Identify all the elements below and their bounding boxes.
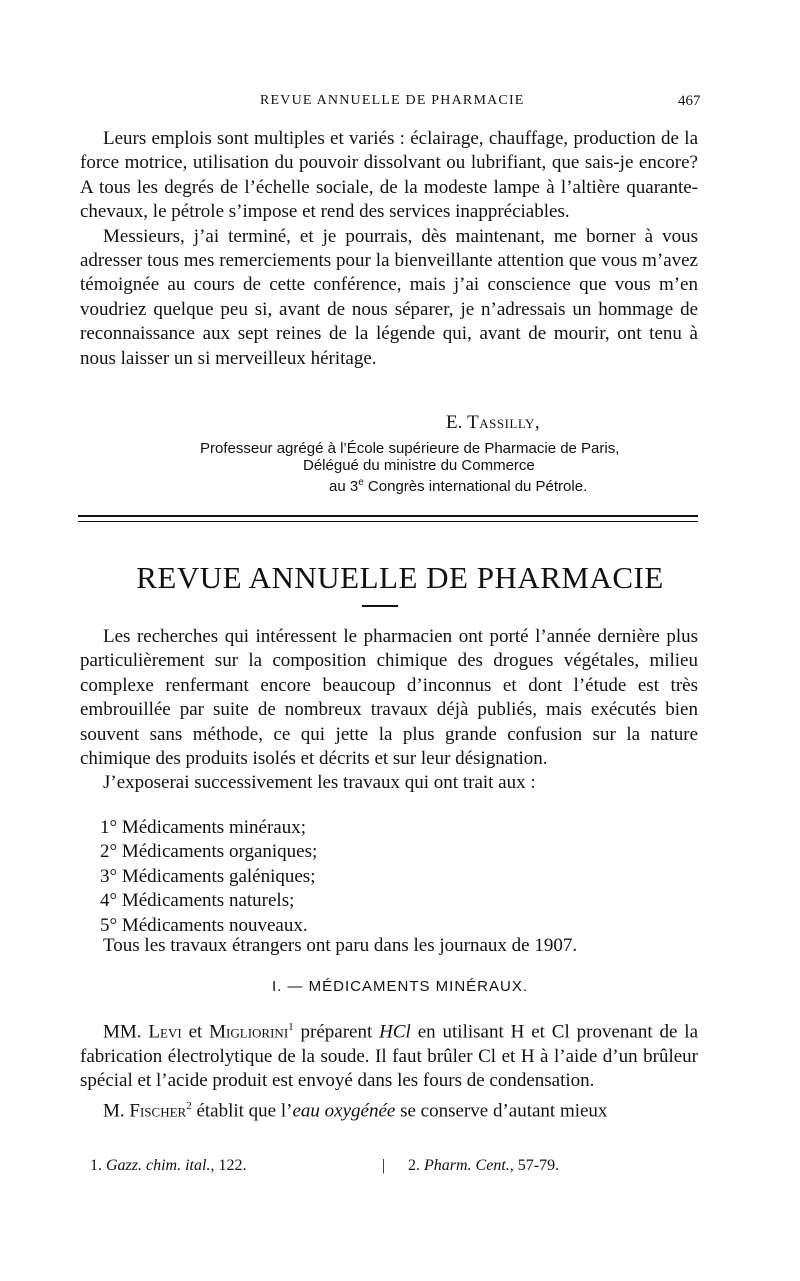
article-title: REVUE ANNUELLE DE PHARMACIE <box>136 560 664 595</box>
topics-list <box>100 816 317 938</box>
section-paragraph-2: M. Fischer$^2$ établit que l’eau oxygénée se conserve d’autant mieux <box>103 1099 608 1121</box>
page-number: 467 <box>678 93 701 109</box>
article-paragraph-2: J’exposerai successivement les travaux qui ont trait aux : <box>103 772 536 794</box>
intro-text <box>80 127 698 371</box>
affiliation-line-3: au 3e Congrès international du Pétrole. <box>329 477 588 495</box>
section-heading: I. — MÉDICAMENTS MINÉRAUX. <box>271 978 529 995</box>
footnote-ref-1: 1 <box>288 1021 294 1033</box>
article-paragraph-3: Tous les travaux étrangers ont paru dans les journaux de 1907. <box>103 935 578 956</box>
author-initial: E. <box>446 412 463 433</box>
list-item: 5° Médicaments nouveaux. <box>100 914 308 936</box>
list-item: 2° Médicaments organiques; <box>100 841 318 863</box>
article-intro-text <box>80 625 698 796</box>
section-text <box>80 1015 698 1123</box>
list-item: 3° Médicaments galéniques; <box>100 865 316 887</box>
author-surname: Tassilly, <box>467 412 541 433</box>
footnote-2: 2. Pharm. Cent., 57-79. <box>408 1157 560 1174</box>
article-paragraph-1: Les recherches qui intéressent le pharmacien ont porté l’année dernière plus particulièrement sur la composition chimique des drogues végétales, milieu complexe renfermant encore beaucoup d’inconnus et dont l’étude est très embrouillée par suite de nombreux travaux déjà publiés, mais exécutés bien souvent sans méthode, ce qui jette la plus grande confusion sur la nature chimique des produits isolés et décrits et sur leur désignation. <box>80 626 698 770</box>
divider-rule-thick <box>78 515 698 517</box>
list-item: 4° Médicaments naturels; <box>100 890 295 912</box>
author-name-levi: Levi <box>148 1021 182 1043</box>
author-signature <box>446 412 540 434</box>
section-paragraph-1: MM. Levi et Migliorini$^1$ préparent HCl en utilisant H et Cl provenant de la fabrication électrolytique de la soude. Il faut brûler Cl et H à l’aide d’un brûleur spécial et l’acide produit est envoyé dans les fours de condensation. <box>80 1021 699 1092</box>
affiliation-line-2: Délégué du ministre du Commerce <box>303 457 535 474</box>
running-head-title: REVUE ANNUELLE DE PHARMACIE <box>260 93 525 108</box>
author-name-migliorini: Migliorini <box>209 1021 289 1043</box>
intro-paragraph-2: Messieurs, j’ai terminé, et je pourrais, dès maintenant, me borner à vous adresser tous mes remerciements pour la bienveillante attention que vous m’avez témoignée au cours de cette conférence, mais j’ai conscience que vous m’en voudriez quelque peu si, avant de nous séparer, je n’adressais un hommage de reconnaissance aux sept reines de la légende qui, avant de mourir, ont tenu à nous laisser un si merveilleux héritage. <box>80 225 698 369</box>
divider-rule-thin <box>78 521 698 522</box>
chemical-formula: HCl <box>379 1021 411 1043</box>
affiliation-line-1: Professeur agrégé à l’École supérieure de Pharmacie de Paris, <box>200 440 620 457</box>
footnote-separator: | <box>382 1157 386 1174</box>
title-underline-rule <box>362 605 398 607</box>
footnote-1: 1. Gazz. chim. ital., 122. <box>90 1157 247 1174</box>
list-item: 1° Médicaments minéraux; <box>100 817 306 838</box>
footnote-ref-2: 2 <box>186 1099 192 1112</box>
intro-paragraph-1: Leurs emplois sont multiples et variés : éclairage, chauffage, production de la force motrice, utilisation du pouvoir dissolvant ou lubrifiant, que sais-je encore? A tous les degrés de l’échelle sociale, de la modeste lampe à l’altière quarante-chevaux, le pétrole s’impose et rend des services inappréciables. <box>80 128 698 223</box>
emphasis-eau-oxygenee: eau oxygénée <box>292 1099 396 1121</box>
article-closing-text <box>80 934 698 958</box>
author-name-fischer: Fischer <box>129 1099 187 1121</box>
